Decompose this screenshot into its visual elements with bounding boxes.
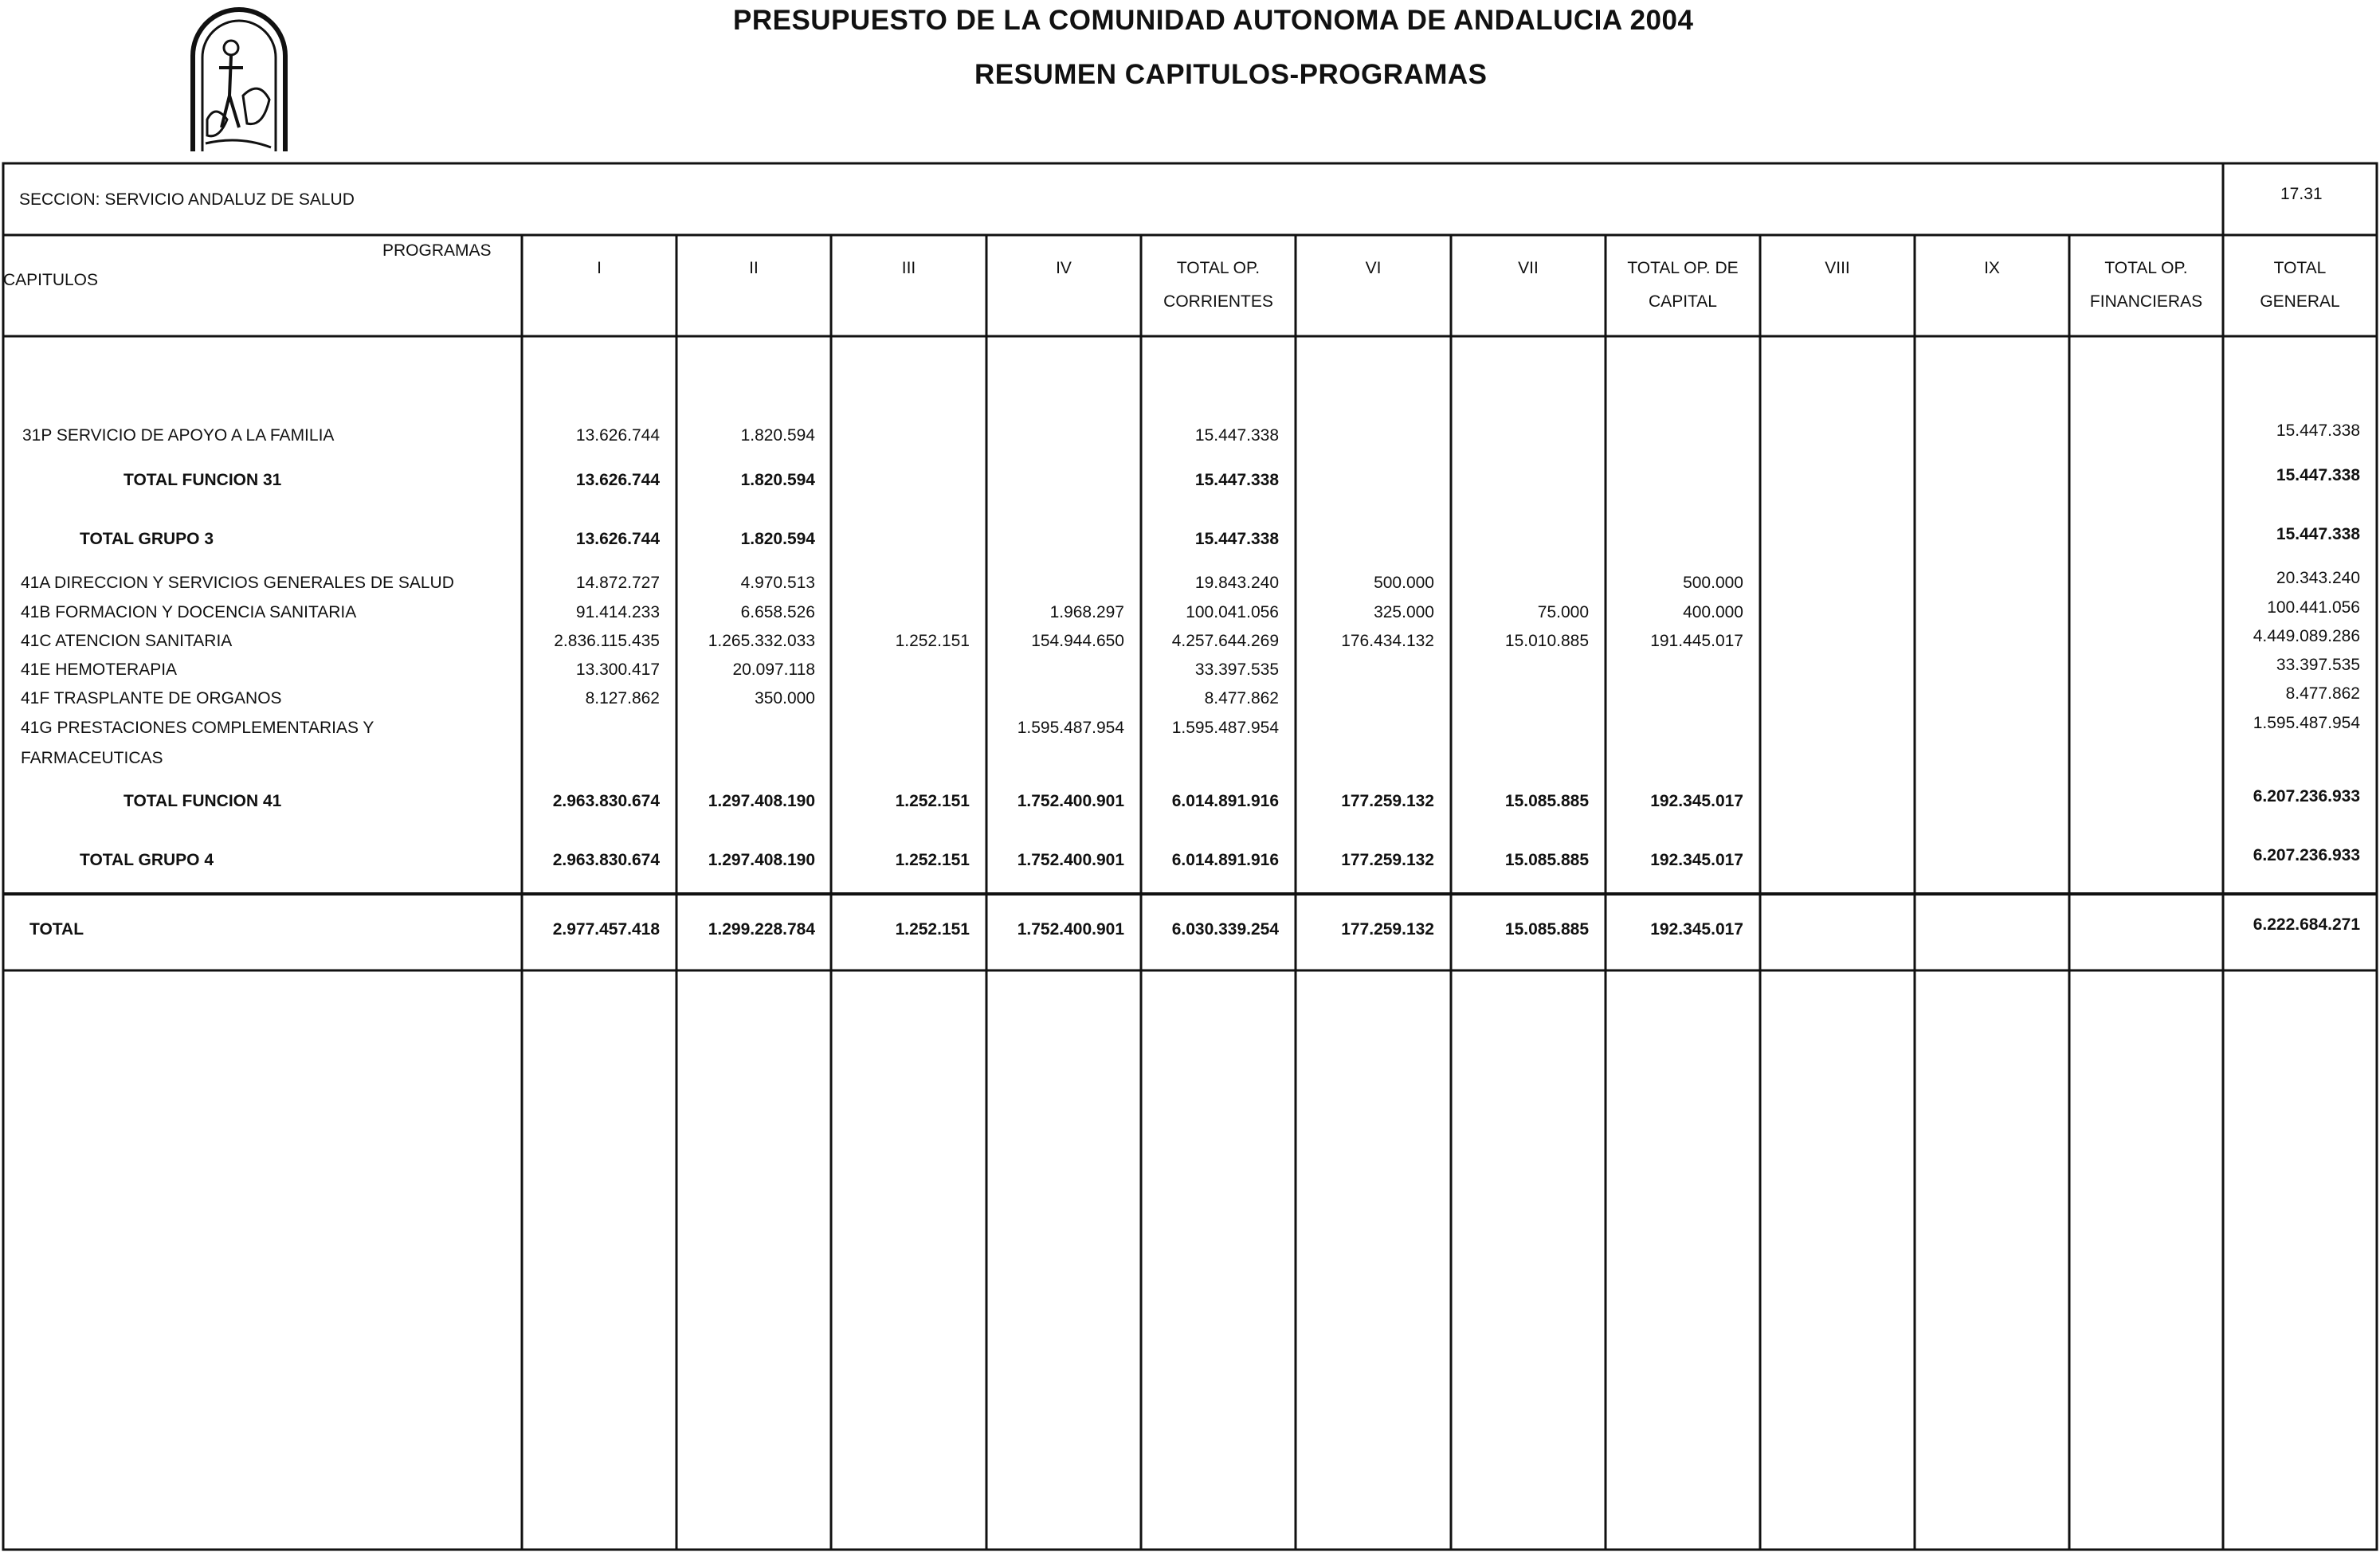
table-cell: 15.085.885 [1504, 920, 1589, 939]
row-label: 41A DIRECCION Y SERVICIOS GENERALES DE SALUD [21, 574, 454, 592]
table-cell: 100.441.056 [2267, 598, 2360, 617]
row-label: 41F TRASPLANTE DE ORGANOS [21, 689, 282, 707]
table-cell: 4.257.644.269 [1171, 632, 1279, 650]
header-col-4: IV [1056, 259, 1072, 277]
table-cell: 1.752.400.901 [1017, 792, 1124, 810]
table-cell: 177.259.132 [1341, 792, 1434, 810]
table-cell: 1.297.408.190 [708, 851, 815, 869]
document-title: PRESUPUESTO DE LA COMUNIDAD AUTONOMA DE ANDALUCIA 2004 [733, 5, 1694, 36]
table-cell: 8.127.862 [585, 689, 660, 707]
table-cell: 350.000 [755, 689, 815, 707]
row-label: 41C ATENCION SANITARIA [21, 632, 233, 650]
table-cell: 100.041.056 [1186, 603, 1279, 621]
table-cell: 1.252.151 [895, 632, 970, 650]
table-cell: 6.207.236.933 [2253, 787, 2360, 805]
row-label: TOTAL GRUPO 3 [80, 530, 214, 548]
table-cell: 75.000 [1537, 603, 1589, 621]
document-subtitle: RESUMEN CAPITULOS-PROGRAMAS [974, 59, 1488, 90]
section-code: 17.31 [2280, 185, 2323, 203]
table-cell: 1.820.594 [740, 426, 815, 445]
table-cell: 15.447.338 [1194, 471, 1279, 489]
header-col-total-general-2: GENERAL [2260, 292, 2340, 311]
table-cell: 8.477.862 [2285, 684, 2360, 703]
row-label: 41G PRESTACIONES COMPLEMENTARIAS Y [21, 719, 374, 737]
header-programas: PROGRAMAS [382, 241, 492, 260]
header-col-2: II [749, 259, 759, 277]
table-cell: 20.343.240 [2276, 569, 2360, 587]
table-cell: 13.300.417 [575, 660, 660, 679]
table-cell: 1.595.487.954 [2253, 714, 2360, 732]
table-cell: 1.752.400.901 [1017, 851, 1124, 869]
header-col-total-capital-2: CAPITAL [1649, 292, 1717, 311]
table-cell: 177.259.132 [1341, 851, 1434, 869]
table-cell: 1.297.408.190 [708, 792, 815, 810]
table-cell: 8.477.862 [1204, 689, 1279, 707]
table-cell: 13.626.744 [575, 530, 660, 548]
table-cell: 1.595.487.954 [1017, 719, 1124, 737]
header-capitulos: CAPITULOS [3, 271, 99, 289]
table-cell: 192.345.017 [1650, 851, 1743, 869]
table-cell: 6.207.236.933 [2253, 846, 2360, 864]
table-cell: 154.944.650 [1031, 632, 1124, 650]
header-col-total-corrientes-2: CORRIENTES [1163, 292, 1273, 311]
table-cell: 1.252.151 [895, 792, 970, 810]
table-cell: 15.085.885 [1504, 851, 1589, 869]
table-cell: 4.970.513 [740, 574, 815, 592]
table-cell: 6.222.684.271 [2253, 915, 2360, 934]
header-col-7: VII [1518, 259, 1539, 277]
row-label: TOTAL [29, 920, 84, 939]
table-cell: 1.299.228.784 [708, 920, 815, 939]
header-col-total-capital-1: TOTAL OP. DE [1627, 259, 1739, 277]
header-col-1: I [597, 259, 602, 277]
table-cell: 6.014.891.916 [1171, 851, 1279, 869]
row-label: TOTAL FUNCION 41 [124, 792, 282, 810]
table-cell: 2.963.830.674 [552, 851, 660, 869]
header-col-3: III [901, 259, 916, 277]
table-cell: 1.820.594 [740, 471, 815, 489]
table-cell: 33.397.535 [2276, 656, 2360, 674]
header-col-total-corrientes-1: TOTAL OP. [1176, 259, 1261, 277]
table-cell: 13.626.744 [575, 471, 660, 489]
header-col-8: VIII [1825, 259, 1850, 277]
table-cell: 15.010.885 [1504, 632, 1589, 650]
table-cell: 19.843.240 [1194, 574, 1279, 592]
section-label: SECCION: SERVICIO ANDALUZ DE SALUD [19, 190, 355, 209]
table-cell: 15.447.338 [2276, 525, 2360, 543]
header-col-total-financieras-2: FINANCIERAS [2089, 292, 2203, 311]
table-cell: 91.414.233 [575, 603, 660, 621]
table-cell: 2.963.830.674 [552, 792, 660, 810]
row-label: TOTAL GRUPO 4 [80, 851, 214, 869]
table-cell: 20.097.118 [732, 660, 815, 679]
table-cell: 15.447.338 [1194, 530, 1279, 548]
table-cell: 1.265.332.033 [708, 632, 815, 650]
table-cell: 33.397.535 [1194, 660, 1279, 679]
table-cell: 1.595.487.954 [1171, 719, 1279, 737]
header-col-6: VI [1365, 259, 1382, 277]
table-cell: 400.000 [1683, 603, 1743, 621]
table-cell: 325.000 [1374, 603, 1434, 621]
table-cell: 191.445.017 [1650, 632, 1743, 650]
row-label: 41E HEMOTERAPIA [21, 660, 178, 679]
table-cell: 15.085.885 [1504, 792, 1589, 810]
table-cell: 6.030.339.254 [1171, 920, 1279, 939]
table-cell: 6.014.891.916 [1171, 792, 1279, 810]
row-label: TOTAL FUNCION 31 [124, 471, 282, 489]
table-cell: 6.658.526 [740, 603, 815, 621]
table-cell: 4.449.089.286 [2253, 627, 2360, 645]
row-label: 41B FORMACION Y DOCENCIA SANITARIA [21, 603, 357, 621]
andalucia-emblem-icon [183, 0, 295, 155]
header-col-total-general-1: TOTAL [2273, 259, 2327, 277]
table-cell: 192.345.017 [1650, 920, 1743, 939]
table-cell: 176.434.132 [1341, 632, 1434, 650]
table-cell: 2.977.457.418 [552, 920, 660, 939]
table-cell: 500.000 [1374, 574, 1434, 592]
row-label: 31P SERVICIO DE APOYO A LA FAMILIA [22, 426, 335, 445]
header-col-total-financieras-1: TOTAL OP. [2104, 259, 2188, 277]
row-label-continued: FARMACEUTICAS [21, 749, 163, 767]
table-cell: 14.872.727 [575, 574, 660, 592]
table-cell: 1.252.151 [895, 851, 970, 869]
table-cell: 13.626.744 [575, 426, 660, 445]
header-col-9: IX [1984, 259, 2000, 277]
table-cell: 15.447.338 [2276, 421, 2360, 440]
table-cell: 15.447.338 [1194, 426, 1279, 445]
table-cell: 15.447.338 [2276, 466, 2360, 484]
table-cell: 1.252.151 [895, 920, 970, 939]
table-cell: 192.345.017 [1650, 792, 1743, 810]
table-cell: 177.259.132 [1341, 920, 1434, 939]
table-cell: 1.820.594 [740, 530, 815, 548]
table-cell: 500.000 [1683, 574, 1743, 592]
table-cell: 1.752.400.901 [1017, 920, 1124, 939]
table-cell: 2.836.115.435 [554, 632, 660, 650]
table-cell: 1.968.297 [1049, 603, 1124, 621]
